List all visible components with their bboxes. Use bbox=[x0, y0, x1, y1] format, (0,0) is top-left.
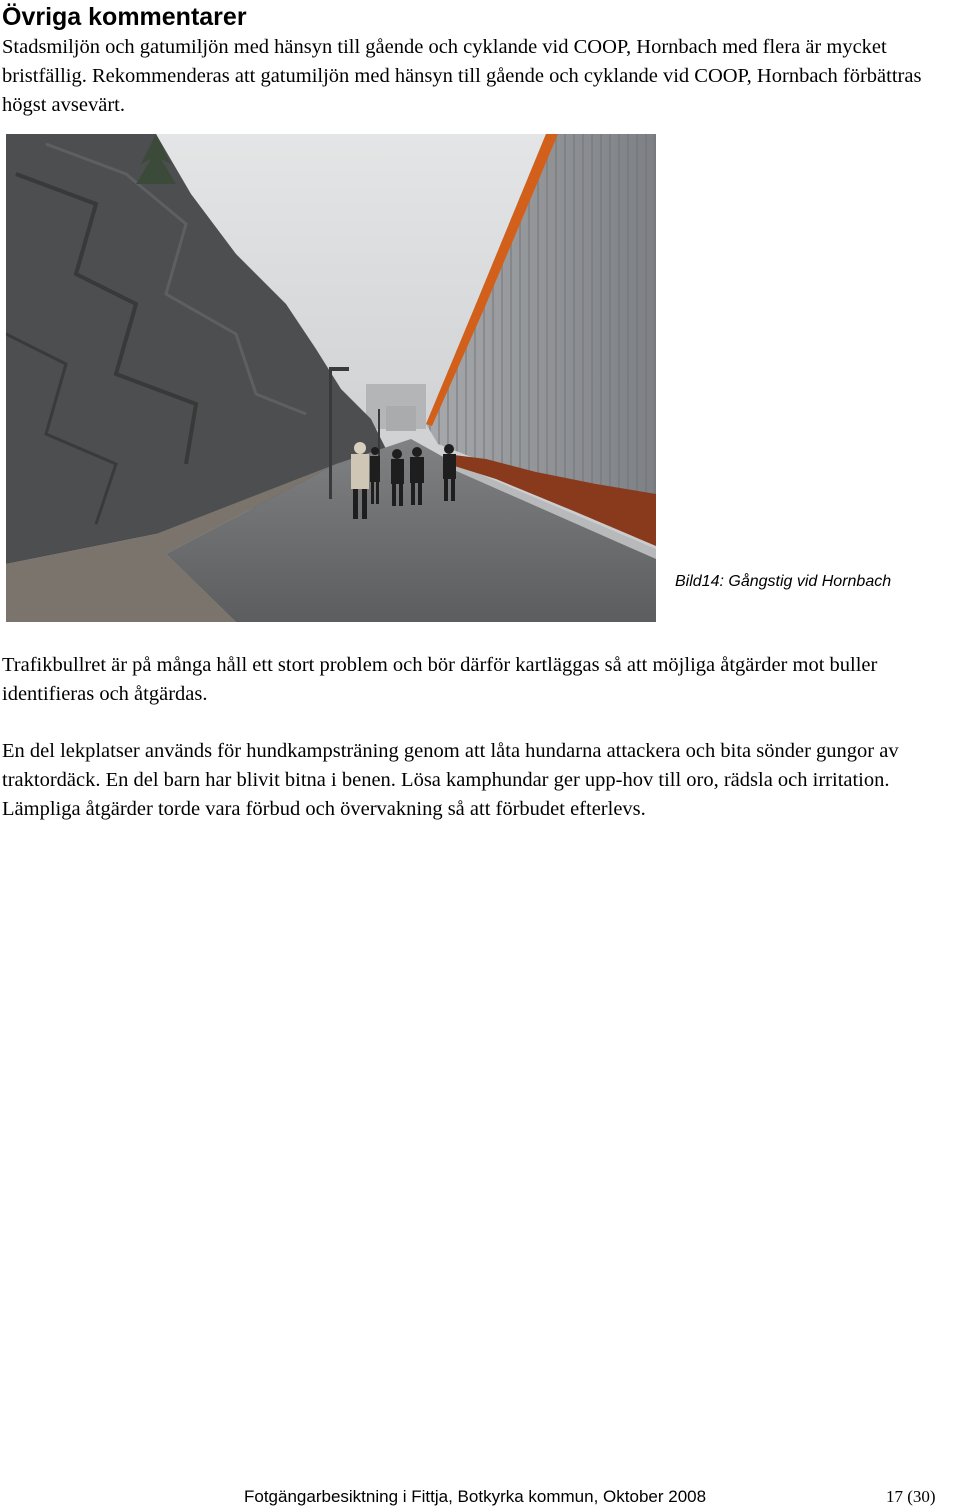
footer-document-title: Fotgängarbesiktning i Fittja, Botkyrka kommun, Oktober 2008 bbox=[244, 1487, 707, 1506]
paragraph-playgrounds-dogs: En del lekplatser används för hundkampsträning genom att låta hundarna attackera och bita sönder gungor av traktordäck. En del barn har blivit bitna i benen. Lösa kamphundar ger upp-hov till oro, rädsla och irritation. Lämpliga åtgärder torde vara förbud och övervakning så att förbudet efterlevs. bbox=[2, 740, 899, 820]
photo-walkway-hornbach bbox=[6, 134, 656, 622]
distant-building bbox=[386, 406, 416, 431]
paragraph-street-environment: Stadsmiljön och gatumiljön med hänsyn till gående och cyklande vid COOP, Hornbach med flera är mycket bristfällig. Rekommenderas att gatumiljön med hänsyn till gående och cyklande vid COOP, Hornbach förbättras högst avsevärt. bbox=[2, 36, 922, 116]
paragraph-traffic-noise: Trafikbullret är på många håll ett stort problem och bör därför kartläggas så att möjliga åtgärder mot buller identifieras och åtgärdas. bbox=[2, 654, 878, 705]
footer-page-number: 17 (30) bbox=[886, 1487, 936, 1506]
figure-caption: Bild14: Gångstig vid Hornbach bbox=[675, 573, 892, 590]
lamp-head bbox=[329, 367, 349, 371]
section-heading: Övriga kommentarer bbox=[2, 3, 247, 31]
lamp-post bbox=[329, 369, 332, 499]
